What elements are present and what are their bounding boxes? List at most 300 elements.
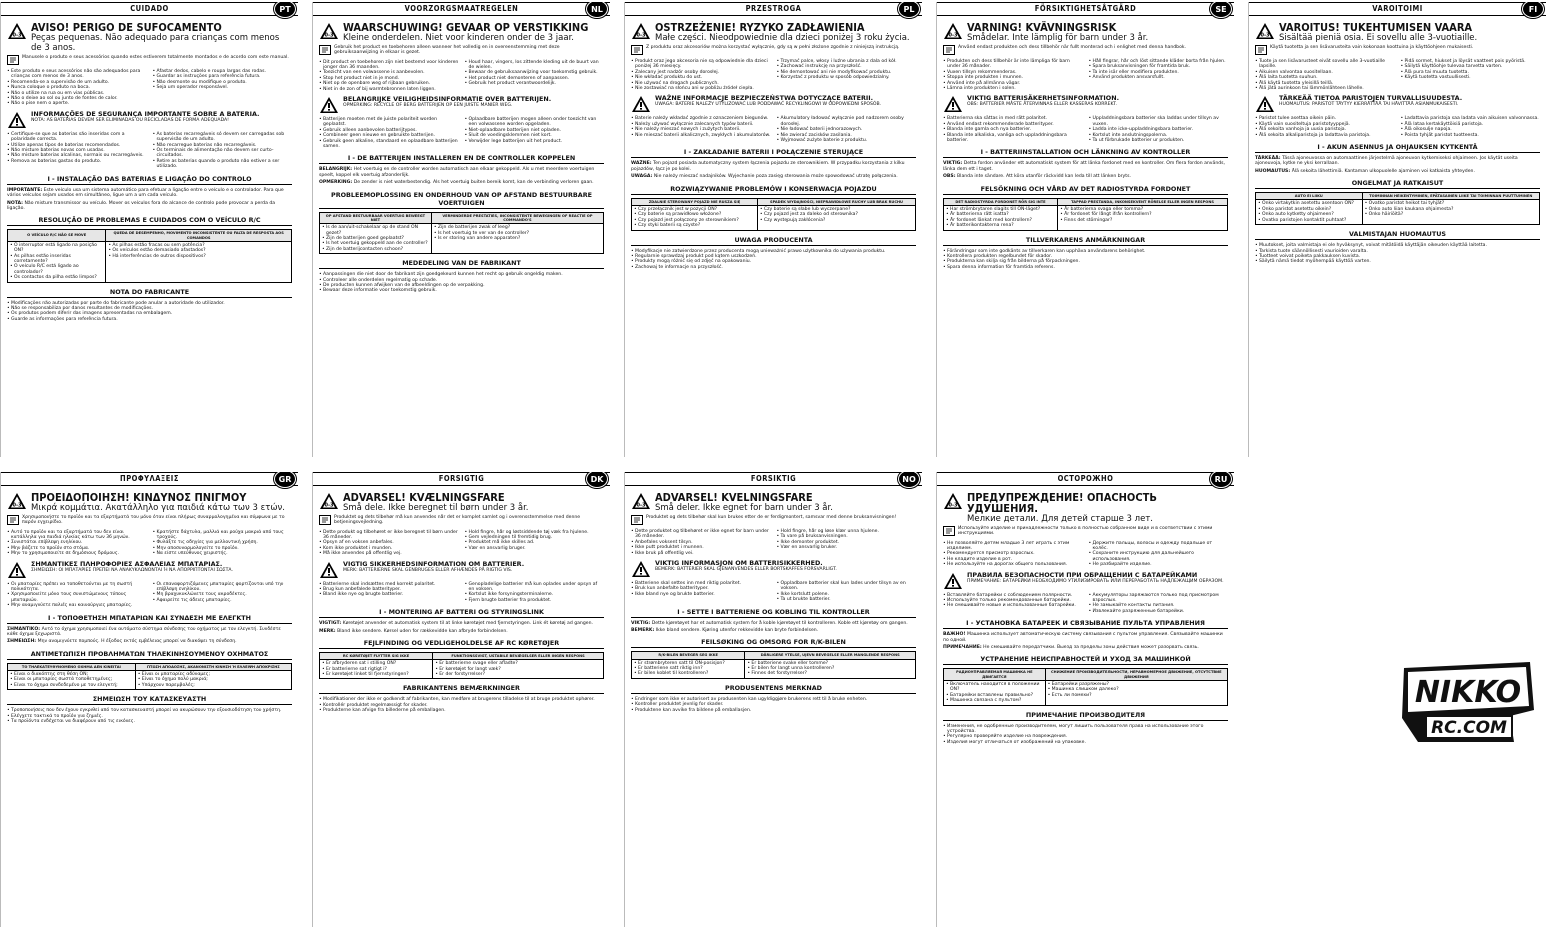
bullet-item: • As pilhas estão fracas ou sem potência?: [108, 243, 289, 248]
age-warning-icon: [943, 22, 963, 40]
bullet-item: • Os contactos da pilha estão limpos?: [10, 275, 103, 280]
svg-text:0-3: 0-3: [1260, 32, 1270, 39]
safety-list-left: [631, 59, 771, 91]
table-cell: [632, 659, 745, 678]
battery-warning-icon: [7, 111, 27, 129]
battery-columns: [319, 582, 604, 604]
section-install-heading: I - SETTE I BATTERIENE OG KOBLING TIL KONTROLLER: [631, 608, 916, 618]
logo-line1: NIKKO: [1414, 675, 1522, 710]
bullet-item: • Nie wkładać produktu do ust.: [631, 75, 771, 80]
bullet-item: • Er batterierne svage eller afladte?: [435, 661, 601, 666]
manufacturer-notes: [943, 724, 1228, 746]
panel-header-title: VOORZORGSMAATREGELEN: [404, 4, 519, 13]
manual-icon: [7, 515, 19, 525]
nikko-logo-mark: [1398, 660, 1538, 745]
bullet-item: • Να είστε υπεύθυνος χειριστής.: [153, 551, 293, 556]
panel-header: [313, 472, 610, 486]
install-note: [7, 201, 292, 212]
bullet-item: • Não o utilize na rua ou em vias públicas.: [7, 91, 147, 96]
install-note-label: UWAGA:: [631, 174, 653, 180]
section-manufacturer-heading: ПРИМЕЧАНИЕ ПРОИЗВОДИТЕЛЯ: [943, 711, 1228, 721]
bullet-item: • Não misture baterias alcalinas, normais ou recarregáveis.: [7, 153, 147, 158]
troubleshooting-list-left: [322, 661, 430, 677]
battery-warning-icon: [1255, 95, 1275, 113]
bullet-item: • Gebruik het product verantwoordelijk.: [465, 81, 605, 86]
troubleshooting-table: [7, 663, 292, 690]
install-important: [631, 161, 916, 172]
bullet-item: • Poista tyhjät paristot tuotteesta.: [1401, 133, 1541, 138]
safety-columns: [631, 59, 916, 91]
troubleshooting-header-performance: VERMINDERDE PRESTATIES, INCONSISTENTE BEWEGINGEN OF REACTIE OP COMMANDO'S: [431, 212, 603, 223]
install-note-text: Ikke bland sendere. Kjøring utenfor rekkevidde kan bryte forbindelsen.: [655, 628, 819, 634]
bullet-item: • Ikke putt produktet i munnen.: [631, 545, 771, 550]
bullet-item: • Nunca coloque o produto na boca.: [7, 85, 147, 90]
bullet-item: • Stop het product niet in je mond.: [319, 76, 459, 81]
battery-subtitle: OPMERKING: RECYCLE OF BERG BATTERIJEN OP EEN JUISTE MANIER WEG.: [343, 103, 513, 109]
bullet-item: • Não se responsabiliza por danos resultantes de modificações.: [7, 306, 292, 311]
bullet-item: • Produktene kan avvike fra bildene på emballasjen.: [631, 708, 916, 713]
bullet-item: • Tuotteet voivat poiketa pakkauksen kuvista.: [1255, 254, 1540, 259]
troubleshooting-list-right: [1048, 682, 1225, 698]
language-panel-nl: [312, 2, 610, 457]
troubleshooting-table: [319, 212, 604, 254]
bullet-item: • Czy baterie są prawidłowo włożone?: [634, 212, 755, 217]
bullet-item: • Ελέγχετε τακτικά το προϊόν για ζημιές.: [7, 714, 292, 719]
warning-subtitle: Peças pequenas. Não adequado para crianças com menos de 3 anos.: [31, 33, 280, 53]
bullet-item: • Не позволяйте детям младше 3 лет играть с этим изделием.: [943, 541, 1083, 552]
bullet-item: • Produkterna kan skilja sig från bilderna på förpackningen.: [943, 259, 1228, 264]
bullet-item: • Vuxen tillsyn rekommenderas.: [943, 70, 1083, 75]
bullet-item: • Изменения, не одобренные производителем, могут лишить пользователя права на использование этого устройства.: [943, 724, 1228, 735]
section-install-heading: I - ZAKŁADANIE BATERII I POŁĄCZENIE STERUJĄCE: [631, 148, 916, 158]
install-note: [1255, 169, 1540, 174]
age-warning-icon: [7, 492, 27, 510]
bullet-item: • Använd inte på allmänna vägar.: [943, 81, 1083, 86]
install-note-label: OBS:: [943, 174, 956, 180]
bullet-item: • Akumulatory ładować wyłącznie pod nadzorem osoby dorosłej.: [777, 116, 917, 127]
bullet-item: • Os veículos estão demasiado afastados?: [108, 248, 289, 253]
panel-header: [313, 2, 610, 16]
language-badge: RU: [1210, 472, 1232, 488]
language-panel-pl: [624, 2, 922, 457]
battery-safety: [7, 111, 292, 129]
bullet-item: • Należy używać wyłącznie zalecanych typów baterii.: [631, 122, 771, 127]
battery-columns: [319, 117, 604, 149]
table-cell: [1058, 205, 1228, 230]
bullet-item: • Αυτό το προϊόν και τα εξαρτήματά του δεν είναι κατάλληλα για παιδιά ηλικίας κάτω των 36 μηνών.: [7, 530, 147, 541]
bullet-item: • Het product niet demonteren of aanpassen.: [465, 76, 605, 81]
bullet-item: • Não misture baterias novas com usadas.: [7, 148, 147, 153]
troubleshooting-header-not-moving: O VEÍCULO R/C NÃO SE MOVE: [8, 230, 106, 241]
bullet-item: • Είναι το όχημα πολύ μακριά;: [138, 677, 289, 682]
bullet-item: • Este produto e seus acessórios não são adequados para crianças com menos de 3 anos.: [7, 69, 147, 80]
table-cell: [8, 671, 136, 690]
troubleshooting-header-not-moving: RC KØRETØJET FLYTTER SIG IKKE: [320, 653, 433, 660]
bullet-item: • Машинка слишком далеко?: [1048, 687, 1225, 692]
battery-list-left: [631, 581, 771, 597]
battery-safety: [943, 572, 1228, 590]
bullet-item: • Машинка связана с пультом?: [946, 698, 1043, 703]
svg-text:0-3: 0-3: [324, 32, 334, 39]
bullet-item: • Ikke kortslutt polene.: [777, 592, 917, 597]
warning-subtitle: Małe części. Nieodpowiednie dla dzieci poniżej 3 roku życia.: [655, 33, 910, 43]
bullet-item: • Modifikationer der ikke er godkendt af fabrikanten, kan medføre at brugerens tilladelse til at bruge produktet ophører.: [319, 697, 604, 702]
bullet-item: • Onko auto kytketty ohjaimeen?: [1258, 212, 1360, 217]
install-note-label: MERK:: [319, 628, 336, 634]
age-warning-icon: [7, 22, 27, 40]
battery-title: VIKTIG BATTERISÄKERHETSINFORMATION.: [967, 94, 1119, 103]
table-cell: [106, 241, 292, 282]
manual-icon: [7, 55, 19, 65]
panel-header-title: FÖRSIKTIGHETSÅTGÄRD: [1034, 4, 1137, 13]
battery-title: WAŻNE INFORMACJE BEZPIECZEŃSTWA DOTYCZĄCE BATERII.: [655, 94, 874, 103]
troubleshooting-list-right: [435, 661, 601, 677]
battery-columns: [7, 582, 292, 609]
bullet-item: • Μην αποσυναρμολογείτε το προϊόν.: [153, 546, 293, 551]
manual-note: [319, 515, 604, 526]
bullet-item: • Håll fingrar, hår och löst sittande kläder borta från hjulen.: [1089, 59, 1229, 64]
install-important: [1255, 156, 1540, 167]
battery-columns: [1255, 116, 1540, 138]
battery-list-left: [319, 582, 459, 598]
install-note-text: Älä sekoita lähettimiä. Kantaman ulkopuolelle ajaminen voi katkaista yhteyden.: [1291, 168, 1475, 174]
manual-icon: [943, 45, 955, 55]
bullet-item: • Batterijen moeten met de juiste polariteit worden geplaatst.: [319, 117, 459, 128]
battery-subtitle: MERK: BATTERIERNE SKAL GENBRUGES ELLER AFHÆNDES PÅ RIGTIG VIS.: [343, 567, 513, 573]
bullet-item: • Czy pojazd jest za daleko od sterownika?: [760, 212, 913, 217]
age-warning-icon: [631, 22, 651, 40]
table-cell: [632, 205, 758, 230]
battery-warning-icon: [631, 95, 651, 113]
manufacturer-notes: [1255, 243, 1540, 265]
bullet-item: • Не кладите изделие в рот.: [943, 557, 1083, 562]
battery-list-right: [465, 117, 605, 144]
manual-note: [631, 515, 916, 525]
section-troubleshooting-heading: FEJLFINDING OG VEDLIGEHOLDELSE AF RC KØRETØJER: [319, 639, 604, 649]
bullet-item: • Remova as baterias gastas do produto.: [7, 159, 147, 164]
bullet-item: • Produkty mogą różnić się od zdjęć na opakowaniu.: [631, 259, 916, 264]
bullet-item: • Μη βραχυκυκλώνετε τους ακροδέκτες.: [153, 592, 293, 597]
troubleshooting-list-left: [322, 225, 429, 252]
bullet-item: • Bewaar de gebruiksaanwijzing voor toekomstig gebruik.: [465, 70, 605, 75]
bullet-item: • Czy występują zakłócenia?: [760, 218, 913, 223]
bullet-item: • Vær en ansvarlig bruker.: [777, 545, 917, 550]
bullet-item: • Ikke bruk på offentlig vei.: [631, 551, 771, 556]
bullet-item: • Извлекайте разряженные батарейки.: [1089, 609, 1229, 614]
battery-safety: [631, 95, 916, 113]
bullet-item: • Er køretøjet linket til fjernstyringen?: [322, 672, 430, 677]
bullet-item: • Ladda inte icke-uppladdningsbara batterier.: [1089, 127, 1229, 132]
bullet-item: • Ovatko paristot heikot tai tyhjät?: [1365, 201, 1537, 206]
bullet-item: • Используйте только рекомендованные батарейки.: [943, 598, 1083, 603]
warning-subtitle: Мелкие детали. Для детей старше 3 лет.: [967, 514, 1153, 524]
table-cell: [745, 659, 916, 678]
bullet-item: • Не смешивайте новые и использованные батарейки.: [943, 603, 1083, 608]
bullet-item: • Älä sekoita vanhoja ja uusia paristoja.: [1255, 127, 1395, 132]
bullet-item: • Аккумуляторы заряжаются только под присмотром взрослых.: [1089, 593, 1229, 604]
bullet-item: • Är fordonet länkat med kontrollern?: [946, 218, 1055, 223]
bullet-item: • Nie zostawiać na słońcu ani w pobliżu źródeł ciepła.: [631, 86, 771, 91]
table-cell: [320, 224, 432, 254]
bullet-item: • Käytä vain suositeltuja paristotyyppejä.: [1255, 122, 1395, 127]
manual-note: [631, 45, 916, 55]
manufacturer-notes: [631, 697, 916, 713]
age-warning-icon: [943, 492, 963, 510]
choking-warning: [943, 22, 1228, 43]
bullet-item: • Hold fingre, hår og løse klær unna hjulene.: [777, 529, 917, 534]
bullet-item: • Kortslut inte anslutningspolerna.: [1089, 133, 1229, 138]
language-badge: NL: [586, 2, 608, 18]
troubleshooting-header-performance: СНИЖЕНИЕ ПРОИЗВОДИТЕЛЬНОСТИ, НЕРАВНОМЕРНОЕ ДВИЖЕНИЕ, ОТСУТСТВИЕ ДВИЖЕНИЯ: [1045, 669, 1227, 680]
troubleshooting-list-left: [1258, 201, 1360, 223]
battery-list-left: [943, 593, 1083, 609]
battery-columns: [631, 116, 916, 143]
bullet-item: • O interruptor está ligado na posição ON?: [10, 243, 103, 254]
bullet-item: • Gebruik geen alkaline, standaard en oplaadbare batterijen samen.: [319, 139, 459, 150]
bullet-item: • Не разбирайте изделие.: [1089, 562, 1229, 567]
section-manufacturer-heading: TILLVERKARENS ANMÄRKNINGAR: [943, 236, 1228, 246]
bullet-item: • Uppladdningsbara batterier ska laddas under tillsyn av vuxen.: [1089, 116, 1229, 127]
warning-subtitle: Smådelar. Inte lämplig för barn under 3 år.: [967, 33, 1149, 43]
battery-safety: [7, 561, 292, 579]
bullet-item: • Bewaar deze informatie voor toekomstig gebruik.: [319, 288, 604, 293]
bullet-item: • Älä oikosulje napoja.: [1401, 127, 1541, 132]
manual-note-text: Produktet og dets tilbehør skal kun brukes etter de er ferdigmontert, samsvar med denne bruksanvisningen!: [646, 515, 897, 520]
warning-title: AVISO! PERIGO DE SUFOCAMENTO: [31, 21, 222, 34]
panel-header-title: ΠΡΟΦΥΛΑΞΕΙΣ: [120, 474, 179, 483]
bullet-item: • Tuote ja sen lisävarusteet eivät sovellu alle 3-vuotiaille lapsille.: [1255, 59, 1395, 70]
bullet-item: • Säilytä käyttöohje tulevaa tarvetta varten.: [1401, 64, 1541, 69]
language-panel-pt: [0, 2, 298, 457]
battery-safety: [1255, 95, 1540, 113]
section-install-heading: I - AKUN ASENNUS JA OHJAUKSEN KYTKENTÄ: [1255, 143, 1540, 153]
bullet-item: • Батарейки вставлены правильно?: [946, 693, 1043, 698]
choking-warning: [1255, 22, 1540, 43]
bullet-item: • Υπάρχουν παρεμβολές;: [138, 683, 289, 688]
bullet-item: • Não recarregue baterias não recarregáveis.: [153, 143, 293, 148]
troubleshooting-header-not-moving: R/K-BILEN BEVEGER SEG IKKE: [632, 652, 745, 659]
bullet-item: • Niet-oplaadbare batterijen niet opladen.: [465, 128, 605, 133]
bullet-item: • Älä laita tuotetta suuhun.: [1255, 75, 1395, 80]
bullet-item: • Anbefales voksent tilsyn.: [631, 540, 771, 545]
bullet-item: • Trzymać palce, włosy i luźne ubrania z dala od kół.: [777, 59, 917, 64]
bullet-item: • Τροποποιήσεις που δεν έχουν εγκριθεί από τον κατασκευαστή μπορεί να ακυρώσουν την εξουσιοδότηση του χρήστη.: [7, 708, 292, 713]
troubleshooting-list-right: [747, 661, 913, 677]
bullet-item: • Is de aan/uit-schakelaar op de stand ON gezet?: [322, 225, 429, 236]
battery-warning-icon: [319, 561, 339, 579]
bullet-item: • Er bilen for langt unna kontrolleren?: [747, 666, 913, 671]
bullet-item: • Utilize apenas tipos de baterias recomendados.: [7, 143, 147, 148]
language-badge: PT: [274, 2, 296, 18]
manufacturer-notes: [319, 272, 604, 294]
install-important-text: Køretøjet anvender et automatisk system til at linke køretøjet med fjernstyringen. Link ét køretøj ad gangen.: [342, 621, 593, 627]
troubleshooting-header-not-moving: OP AFSTAND BESTUURBAAR VOERTUIG BEWEEGT NIET: [320, 212, 432, 223]
choking-warning: [319, 492, 604, 513]
battery-list-left: [7, 132, 147, 164]
bullet-item: • Zachować instrukcję na przyszłość.: [777, 64, 917, 69]
install-note-label: OPMERKING:: [319, 180, 353, 186]
battery-safety: [631, 560, 916, 578]
safety-columns: [943, 59, 1228, 91]
safety-columns: [319, 60, 604, 92]
manual-note-text: Manusele o produto e seus acessórios quando estes estiverem totalmente montados e de acordo com este manual.: [22, 55, 289, 60]
safety-list-left: [1255, 59, 1395, 91]
bullet-item: • Säilytä nämä tiedot myöhempää käyttöä varten.: [1255, 259, 1540, 264]
bullet-item: • Nie zwierać zacisków zasilania.: [777, 133, 917, 138]
battery-list-right: [153, 582, 293, 604]
bullet-item: • Batteriene skal settes inn med riktig polaritet.: [631, 581, 771, 586]
bullet-item: • Korzystać z produktu w sposób odpowiedzialny.: [777, 75, 917, 80]
choking-warning: [7, 492, 292, 513]
choking-warning: [943, 492, 1228, 524]
install-important: [319, 621, 604, 626]
manual-icon: [631, 515, 643, 525]
bullet-item: • Kontrollér produktet regelmæssigt for skader.: [319, 703, 604, 708]
install-note-label: ПРИМЕЧАНИЕ:: [943, 645, 982, 651]
bullet-item: • Nie demontować ani nie modyfikować produktu.: [777, 70, 917, 75]
bullet-item: • Não desmonte ou modifique o produto.: [153, 80, 293, 85]
bullet-item: • Regularnie sprawdzaj produkt pod kątem uszkodzeń.: [631, 254, 916, 259]
language-badge: DK: [586, 472, 608, 488]
troubleshooting-header-performance: DÅRLIGERE YTELSE, UJEVN BEVEGELSE ELLER MANGLENDE RESPONS: [745, 652, 916, 659]
install-important-label: IMPORTANTE:: [7, 187, 43, 193]
battery-safety: [319, 96, 604, 114]
safety-list-right: [153, 530, 293, 557]
safety-list-right: [153, 69, 293, 91]
bullet-item: • Spara bruksanvisningen för framtida bruk.: [1089, 64, 1229, 69]
safety-columns: [7, 69, 292, 107]
bullet-item: • Рекомендуется присмотр взрослых.: [943, 551, 1083, 556]
install-important: [943, 161, 1228, 172]
install-important-label: VIKTIG:: [943, 161, 963, 167]
bullet-item: • As baterias recarregáveis só devem ser carregadas sob supervisão de um adulto.: [153, 132, 293, 143]
bullet-item: • Αφαιρείτε τις άδειες μπαταρίες.: [153, 598, 293, 603]
bullet-item: • Älä pura tai muuta tuotetta.: [1401, 70, 1541, 75]
warning-title: VAROITUS! TUKEHTUMISEN VAARA: [1279, 21, 1473, 34]
install-note-text: Nie należy mieszać nadajników. Wyjechanie poza zasięg sterowania może spowodować utratę połączenia.: [653, 174, 898, 180]
bullet-item: • Genopladelige batterier må kun oplades under opsyn af en voksen.: [465, 582, 605, 593]
install-important: [943, 632, 1228, 643]
warning-title: ΠΡΟΕΙΔΟΠΟΙΗΣΗ! ΚΙΝΔΥΝΟΣ ΠΝΙΓΜΟΥ: [31, 491, 247, 504]
bullet-item: • Είναι το όχημα συνδεδεμένο με τον ελεγκτή;: [10, 683, 133, 688]
bullet-item: • Älä käytä tuotetta yleisillä teillä.: [1255, 81, 1395, 86]
bullet-item: • Μην βάζετε το προϊόν στο στόμα.: [7, 546, 147, 551]
troubleshooting-header-performance: SPADEK WYDAJNOŚCI, NIEPRAWIDŁOWE RUCHY LUB BRAK RUCHU: [757, 198, 915, 205]
bullet-item: • Modificações não autorizadas por parte do fabricante pode anular a autoridade do utilizador.: [7, 301, 292, 306]
battery-warning-icon: [319, 96, 339, 114]
troubleshooting-header-performance: QUEDA DE DESEMPENHO, MOVIMENTO INCONSISTENTE OU FALTA DE RESPOSTA AOS COMANDOS: [106, 230, 292, 241]
bullet-item: • Is het voertuig gekoppeld aan de controller?: [322, 241, 429, 246]
bullet-item: • Pidä sormet, hiukset ja löysät vaatteet pois pyöristä.: [1401, 59, 1541, 64]
bullet-item: • Is het voertuig te ver van de controller?: [434, 231, 601, 236]
bullet-item: • Er afbryderen sat i stilling ON?: [322, 661, 430, 666]
panel-header-title: FORSIGTIG: [438, 474, 485, 483]
section-manufacturer-heading: PRODUSENTENS MERKNAD: [631, 684, 916, 694]
bullet-item: • Ikke demonter produktet.: [777, 540, 917, 545]
panel-header: [625, 472, 922, 486]
safety-list-right: [1401, 59, 1541, 81]
bullet-item: • Ikke bland nye og brukte batterier.: [631, 592, 771, 597]
bullet-item: • Älä jätä aurinkoon tai lämmönlähteen lähelle.: [1255, 86, 1395, 91]
manual-note: [319, 45, 604, 56]
language-badge: FI: [1522, 2, 1544, 18]
bullet-item: • Modyfikacje nie zatwierdzone przez producenta mogą unieważnić prawo użytkownika do używania produktu.: [631, 249, 916, 254]
bullet-item: • Включатель находится в положении ON?: [946, 682, 1043, 693]
bullet-item: • Zijn de batterijen goed geplaatst?: [322, 236, 429, 241]
bullet-item: • Finnes det forstyrrelser?: [747, 671, 913, 676]
troubleshooting-header-not-moving: РАДИОУПРАВЛЯЕМАЯ МАШИНКА НЕ ДВИГАЕТСЯ: [944, 669, 1046, 680]
install-note: [7, 639, 292, 644]
bullet-item: • Κρατήστε δάχτυλα, μαλλιά και ρούχα μακριά από τους τροχούς.: [153, 530, 293, 541]
troubleshooting-list-right: [1060, 207, 1225, 223]
manual-note: [943, 526, 1228, 537]
bullet-item: • O veículo R/C está ligado ao controlador?: [10, 264, 103, 275]
panel-header: [937, 2, 1234, 16]
manufacturer-notes: [7, 301, 292, 323]
bullet-item: • Baterie należy wkładać zgodnie z oznaczeniem biegunów.: [631, 116, 771, 121]
battery-columns: [631, 581, 916, 603]
bullet-item: • Batterierne skal indsættes med korrekt polaritet.: [319, 582, 459, 587]
bullet-item: • Не используйте на дорогах общего пользования.: [943, 562, 1083, 567]
warning-title: VARNING! KVÄVNINGSRISK: [967, 21, 1117, 34]
bullet-item: • Recomenda-se a supervisão de um adulto.: [7, 80, 147, 85]
age-warning-icon: [1255, 22, 1275, 40]
section-troubleshooting-heading: ΑΝΤΙΜΕΤΩΠΙΣΗ ΠΡΟΒΛΗΜΑΤΩΝ ΤΗΛΕΚΙΝΗΣΟΥΜΕΝΟΥ ΟΧΗΜΑΤΟΣ: [7, 650, 292, 660]
panel-header-title: VAROITOIMI: [1372, 4, 1423, 13]
manual-note-text: Χρησιμοποιήστε το προϊόν και τα εξαρτήματά του μόνο όταν είναι πλήρως συναρμολογημένα και σύμφωνα με το παρόν εγχειρίδιο.: [22, 515, 285, 526]
safety-list-right: [465, 60, 605, 87]
bullet-item: • Há interferências de outros dispositivos?: [108, 254, 289, 259]
bullet-item: • Certifique-se que as baterias são inseridas com a polaridade correcta.: [7, 132, 147, 143]
install-important-text: Dette kjøretøyet har et automatisk system for å koble kjøretøyet til kontrolleren. Koble ett kjøretøy om gangen.: [651, 620, 908, 626]
bullet-item: • Kontrollera produkten regelbundet för skador.: [943, 254, 1228, 259]
section-manufacturer-heading: UWAGA PRODUCENTA: [631, 236, 916, 246]
bullet-item: • Paristot tulee asettaa oikein päin.: [1255, 116, 1395, 121]
troubleshooting-list-left: [10, 243, 103, 281]
age-warning-icon: [631, 492, 651, 510]
bullet-item: • Blanda inte gamla och nya batterier.: [943, 127, 1083, 132]
bullet-item: • Gebruik alleen aanbevolen batterijtypes.: [319, 128, 459, 133]
battery-safety: [319, 561, 604, 579]
manual-note-text: Använd endast produkten och dess tillbehör när fullt monterad och i enlighet med denna handbok.: [958, 45, 1187, 50]
bullet-item: • Onko virtakytkin asetettu asentoon ON?: [1258, 201, 1360, 206]
bullet-item: • Aanpassingen die niet door de fabrikant zijn goedgekeurd kunnen het recht op gebruik ongeldig maken.: [319, 272, 604, 277]
bullet-item: • Χρησιμοποιείτε μόνο τους συνιστώμενους τύπους μπαταριών.: [7, 592, 147, 603]
manual-note: [1255, 45, 1540, 55]
table-cell: [1256, 200, 1363, 225]
bullet-item: • Fjern brugte batterier fra produktet.: [465, 598, 605, 603]
bullet-item: • Käytä tuotetta vastuullisesti.: [1401, 75, 1541, 80]
safety-columns: [319, 530, 604, 557]
language-badge: GR: [274, 472, 296, 488]
table-cell: [944, 205, 1058, 230]
battery-list-left: [1255, 116, 1395, 138]
bullet-item: • Älä lataa kertakäyttöisiä paristoja.: [1401, 122, 1541, 127]
section-troubleshooting-heading: RESOLUÇÃO DE PROBLEMAS E CUIDADOS COM O VEÍCULO R/C: [7, 216, 292, 226]
choking-warning: [631, 22, 916, 43]
battery-warning-icon: [943, 95, 963, 113]
section-install-heading: I - INSTALAÇÃO DAS BATERIAS E LIGAÇÃO DO CONTROLO: [7, 175, 292, 185]
bullet-item: • Не замыкайте контакты питания.: [1089, 603, 1229, 608]
troubleshooting-list-left: [946, 207, 1055, 229]
safety-list-right: [1089, 541, 1229, 568]
language-panel-gr: [0, 472, 298, 927]
nikko-logo: [1398, 660, 1538, 745]
manual-note-text: Käytä tuotetta ja sen lisävarusteita vain kokonaan koottuina ja käyttöohjeen mukaisesti.: [1270, 45, 1474, 50]
safety-list-right: [1089, 59, 1229, 81]
install-note: [319, 180, 604, 185]
warning-title: OSTRZEŻENIE! RYZYKO ZADŁAWIENIA: [655, 21, 865, 34]
